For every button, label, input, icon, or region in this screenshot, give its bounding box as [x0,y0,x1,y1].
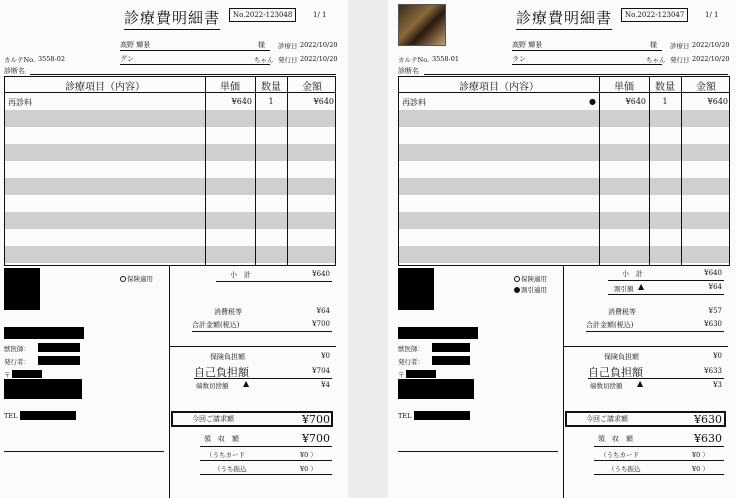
receipt-line [594,446,724,447]
total-value: ¥630 [704,320,722,328]
rounding-value: ¥3 [713,381,722,389]
insurance-amount-value: ¥0 [321,352,330,360]
row-stripe [399,212,729,229]
tel-redacted [20,411,76,420]
address-redacted [398,379,474,399]
card-label: （うちカード [600,451,639,459]
insurance-option [120,274,153,283]
postal-code-redacted [12,370,42,378]
bill-value: ¥630 [694,413,722,426]
total-value: ¥700 [312,320,330,328]
triangle-icon: ▲ [637,379,644,388]
discount-option-label: 割引適用 [521,286,547,294]
transfer-line [200,474,332,475]
subtotal-label: 小 計 [622,270,643,278]
tax-value: ¥57 [708,307,722,315]
divider [169,346,336,347]
divider [563,346,728,347]
subtotal-label: 小 計 [230,271,251,279]
self-pay-line [588,378,724,379]
insurance-amount-label: 保険負担額 [604,353,639,361]
discount-value: ¥64 [708,283,722,291]
card-line [200,460,332,461]
header-item: 診療項目（内容） [65,82,145,93]
exam-date-label: 診療日 [670,42,690,50]
items-table [398,76,730,266]
header-amount: 金額 [696,82,716,93]
triangle-icon: ▲ [243,379,250,388]
discount-dot-icon: ● [589,97,596,106]
tel-label: TEL [4,412,18,420]
transfer-label: （うち振込 [214,465,247,473]
clinic-name-redacted [4,327,84,339]
exam-date: 2022/10/20 [692,41,730,49]
tax-label: 消費税等 [608,308,636,316]
table-header [399,77,729,93]
footer-line [4,451,164,452]
issue-date: 2022/10/20 [300,55,338,63]
transfer-label: （うち振込 [608,465,641,473]
tel-label: TEL [398,412,412,420]
row-amount: ¥640 [313,97,334,106]
radio-icon [514,276,520,282]
receipt-label: 領 収 額 [598,435,633,443]
pet-name: ラン [512,54,662,65]
row-stripe [399,178,729,195]
row-item: 再診料 [402,98,426,107]
transfer-value: ¥0 ） [692,465,709,473]
discount-label: 割引額 [614,285,634,293]
self-pay-line [194,378,332,379]
issue-date: 2022/10/20 [692,55,730,63]
receipt-line [200,446,332,447]
row-amount: ¥640 [707,97,728,106]
header-amount: 金額 [302,82,322,93]
karte-number: 3558-01 [432,55,460,63]
pet-suffix: ちゃん [646,56,666,64]
bill-label: 今回ご請求額 [192,415,234,423]
insurance-label: 保険適用 [127,275,153,283]
self-pay-value: ¥704 [312,367,330,375]
pet-suffix: ちゃん [254,56,274,64]
total-label: 合計金額(税込) [192,321,240,329]
clinic-name-redacted [398,327,478,339]
header-unit: 単価 [614,82,634,93]
karte-label: カルテNo. [4,56,36,64]
items-table [4,76,336,266]
triangle-icon: ▲ [638,282,645,291]
receipt-value: ¥700 [302,432,330,445]
bill-value: ¥700 [302,413,330,426]
radio-selected-icon [514,287,520,293]
subtotal-line [216,281,332,282]
rounding-label: 端数切捨額 [196,382,229,390]
diagnosis-line [30,74,336,75]
tax-label: 消費税等 [214,308,242,316]
vet-label: 獣医師： [4,345,30,353]
total-line [586,331,724,332]
page-indicator: 1/ 1 [313,11,327,19]
rounding-label: 端数切捨額 [590,382,623,390]
self-pay-label: 自己負担額 [588,366,643,379]
page-indicator: 1/ 1 [705,11,719,19]
transfer-value: ¥0 ） [300,465,317,473]
insurance-amount-label: 保険負担額 [210,353,245,361]
karte-label: カルテNo. [398,56,430,64]
issue-date-label: 発行日 [670,56,690,64]
owner-name: 高野 輝景 [120,40,270,51]
owner-suffix: 様 [650,41,657,49]
total-line [192,331,332,332]
row-qty: 1 [268,97,274,106]
diagnosis-label: 診断名 [4,67,25,75]
row-stripe [5,144,335,161]
card-value: ¥0 ） [300,451,317,459]
self-pay-label: 自己負担額 [194,366,249,379]
doc-number: No.2022-123047 [621,8,688,22]
card-label: （うちカード [206,451,245,459]
total-label: 合計金額(税込) [586,321,634,329]
pet-photo [398,4,446,46]
subtotal-value: ¥640 [312,270,330,278]
issuer-label: 発行者： [4,358,30,366]
rounding-value: ¥4 [321,381,330,389]
row-item: 再診料 [8,98,32,107]
row-stripe [399,144,729,161]
owner-suffix: 様 [258,41,265,49]
row-stripe [5,110,335,127]
bill-label: 今回ご請求額 [586,415,628,423]
issuer-label: 発行者： [398,358,424,366]
header-qty: 数量 [655,82,675,93]
vet-label: 獣医師： [398,345,424,353]
discount-option [514,285,547,294]
diagnosis-line [424,74,728,75]
postal-mark: 〒 [4,371,11,379]
postal-code-redacted [406,370,436,378]
row-stripe [399,110,729,127]
row-stripe [5,246,335,263]
insurance-amount-value: ¥0 [713,352,722,360]
receipt-label: 領 収 額 [204,435,239,443]
clinic-logo-redacted [4,268,40,310]
insurance-label: 保険適用 [521,275,547,283]
issue-date-label: 発行日 [278,56,298,64]
postal-mark: 〒 [398,371,405,379]
card-value: ¥0 ） [692,451,709,459]
pet-name: グン [120,54,270,65]
issuer-name-redacted [38,356,80,365]
address-redacted [4,379,82,399]
summary-panel [563,266,564,498]
invoice-left [0,0,348,498]
row-stripe [5,178,335,195]
discount-line [608,294,724,295]
header-qty: 数量 [261,82,281,93]
exam-date: 2022/10/20 [300,41,338,49]
table-header [5,77,335,93]
row-unit: ¥640 [231,97,252,106]
doc-title: 診療費明細書 [516,7,612,30]
diagnosis-label: 診断名 [398,67,419,75]
row-stripe [399,246,729,263]
vet-name-redacted [432,343,470,352]
header-unit: 単価 [220,82,240,93]
row-stripe [5,212,335,229]
vet-name-redacted [38,343,80,352]
radio-icon [120,276,126,282]
summary-panel [169,266,170,498]
invoice-right [388,0,736,498]
owner-name: 高野 輝景 [512,40,662,51]
card-line [594,460,724,461]
subtotal-value: ¥640 [704,269,722,277]
row-qty: 1 [662,97,668,106]
clinic-logo-redacted [398,268,434,310]
subtotal-line [608,280,724,281]
footer-line [398,451,558,452]
issuer-name-redacted [432,356,470,365]
doc-number: No.2022-123048 [229,8,296,22]
doc-title: 診療費明細書 [124,7,220,30]
insurance-option [514,274,547,283]
row-unit: ¥640 [625,97,646,106]
karte-number: 3558-02 [38,55,66,63]
transfer-line [594,474,724,475]
exam-date-label: 診療日 [278,42,298,50]
header-item: 診療項目（内容） [459,82,539,93]
receipt-value: ¥630 [694,432,722,445]
tel-redacted [414,411,470,420]
tax-value: ¥64 [316,307,330,315]
self-pay-value: ¥633 [704,367,722,375]
